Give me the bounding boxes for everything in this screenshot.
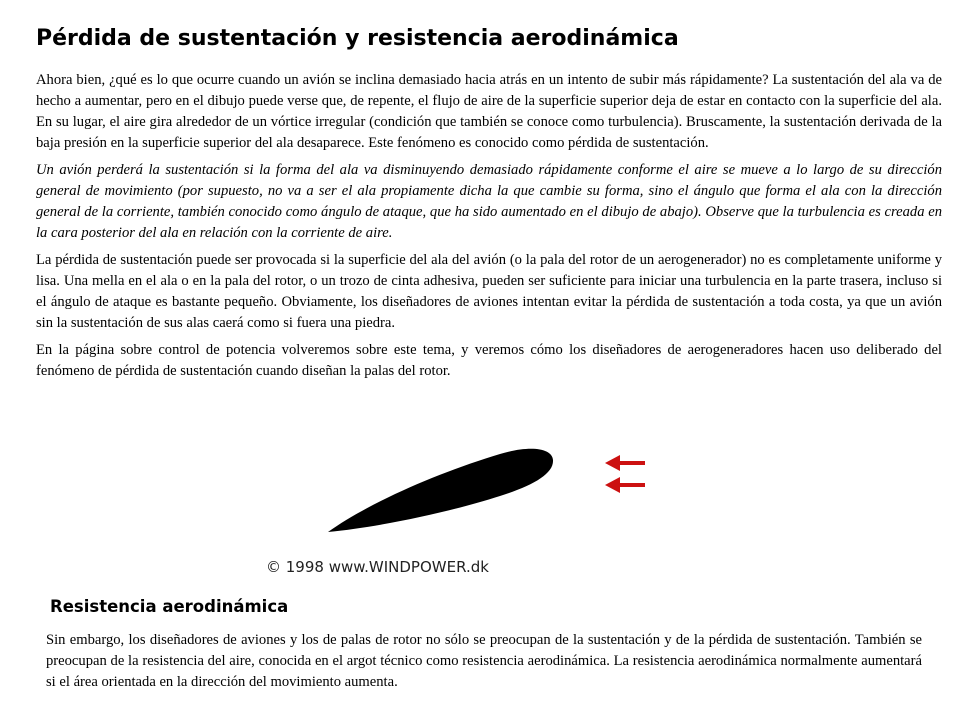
paragraph-drag: Sin embargo, los diseñadores de aviones y los de palas de rotor no sólo se preocupan de la sustentación y de la pérdida de sustentación. También se preocupan de la resistencia del aire, conocida en el argot técnico como resistencia aerodinámica. La resistencia aerodinámica normalmente aumentará si el área orientada en la dirección del movimiento aumenta. bbox=[46, 632, 922, 690]
article-body bbox=[36, 70, 942, 388]
paragraph-italic: Un avión perderá la sustentación si la forma del ala va disminuyendo demasiado rápidamente conforme el aire se mueve a lo largo de su dirección general de movimiento (por supuesto, no va a ser el ala propiamente dicha la que cambie su forma, sino el ángulo que forma el ala con la dirección general de la corriente, también conocido como ángulo de ataque, que ha sido aumentado en el dibujo de abajo). Observe que la turbulencia es creada en la cara posterior del ala en relación con la corriente de aire. bbox=[36, 162, 942, 241]
airflow-arrows bbox=[605, 455, 645, 493]
arrow-left-icon bbox=[605, 455, 645, 471]
stall-diagram bbox=[260, 432, 660, 582]
paragraph-causes: La pérdida de sustentación puede ser provocada si la superficie del ala del avión (o la pala del rotor de un aerogenerador) no es completamente uniforme y lisa. Una mella en el ala o en la pala del rotor, o un trozo de cinta adhesiva, pueden ser suficiente para iniciar una turbulencia en la parte trasera, incluso si el ángulo de ataque es bastante pequeño. Obviamente, los diseñadores de aviones intentan evitar la pérdida de sustentación a toda costa, ya que un avión sin la sustentación de sus alas caerá como si fuera una piedra. bbox=[36, 252, 942, 331]
stall-figure bbox=[260, 432, 660, 582]
section-body-drag bbox=[46, 630, 922, 693]
paragraph-control: En la página sobre control de potencia volveremos sobre este tema, y veremos cómo los diseñadores de aerogeneradores hacen uso deliberado del fenómeno de pérdida de sustentación cuando diseñan la palas del rotor. bbox=[36, 342, 942, 379]
airfoil-shape bbox=[328, 449, 553, 532]
section-title-drag: Resistencia aerodinámica bbox=[50, 597, 289, 616]
page-title: Pérdida de sustentación y resistencia aerodinámica bbox=[36, 26, 679, 51]
figure-caption: © 1998 www.WINDPOWER.dk bbox=[266, 558, 489, 576]
paragraph-intro: Ahora bien, ¿qué es lo que ocurre cuando un avión se inclina demasiado hacia atrás en un intento de subir más rápidamente? La sustentación del ala va de hecho a aumentar, pero en el dibujo puede verse que, de repente, el flujo de aire de la superficie superior deja de estar en contacto con la superficie del ala. En su lugar, el aire gira alrededor de un vórtice irregular (condición que también se conoce como turbulencia). Bruscamente, la sustentación derivada de la baja presión en la superficie superior del ala desaparece. Este fenómeno es conocido como pérdida de sustentación. bbox=[36, 72, 942, 151]
arrow-left-icon bbox=[605, 477, 645, 493]
